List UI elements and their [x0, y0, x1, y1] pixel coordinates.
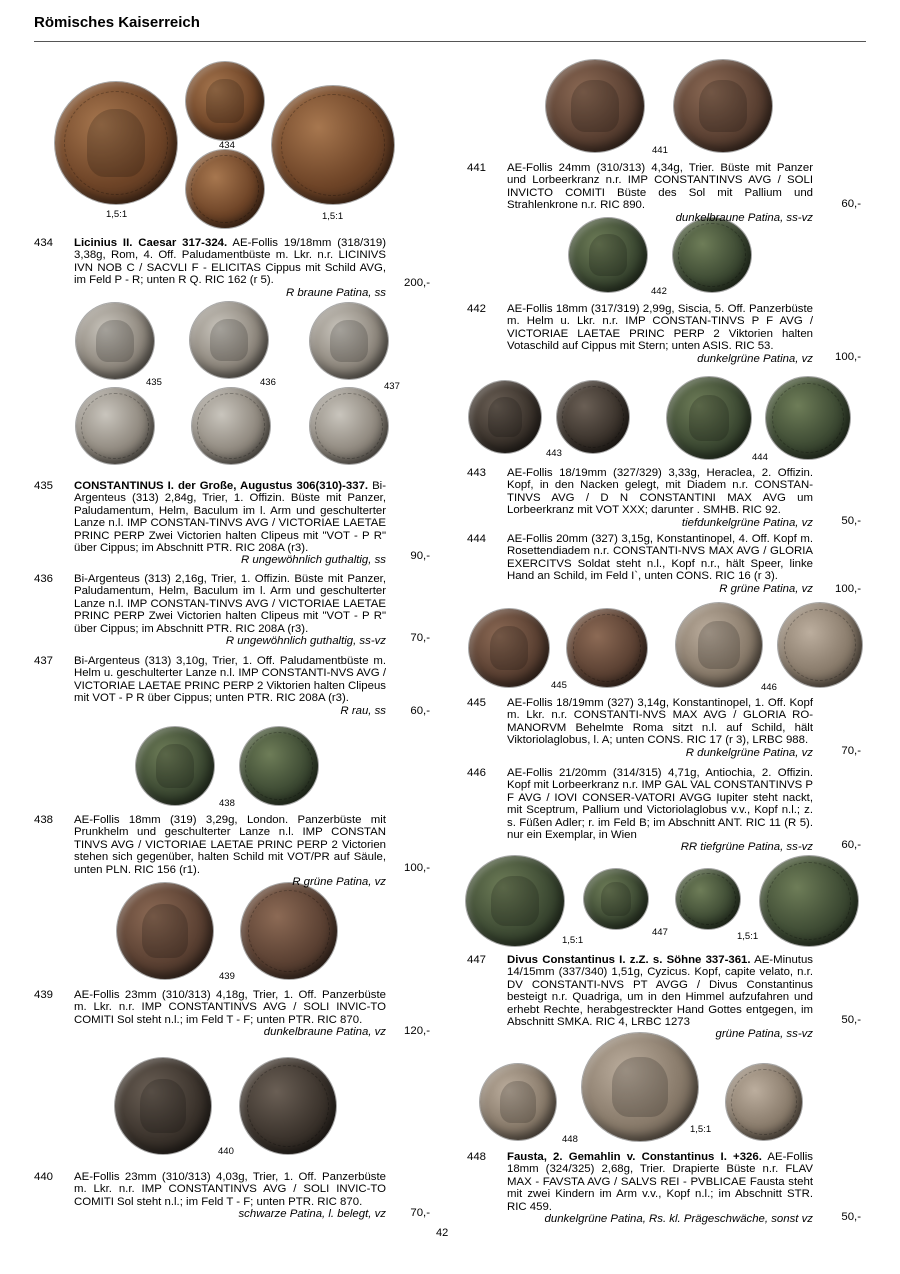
coin-image-447-obverse [466, 856, 564, 946]
coin-image-438-reverse [240, 727, 318, 805]
lot-description: Bi-Argenteus (313) 3,10g, Trier, 1. Off. Paludamentbüste m. Helm u. geschulterter Lanze n.l. IMP CONSTANTI-NVS AVG / VICTORIAE LAETAE PRINC PERP 2 Viktorien halten Clipeus mit VOT - P R über Cippus; unten PTR. RIC 208A (r3). [74, 655, 386, 705]
lot-entry-441 [467, 162, 861, 224]
header-rule [34, 41, 866, 42]
coin-image-444-reverse [766, 377, 850, 459]
scale-label: 1,5:1 [562, 935, 584, 946]
lot-description: Bi-Argenteus (313) 2,84g, Trier, 1. Offizin. Büste mit Panzer, Paludamentum, Helm, Baculum im l. Arm und geschulterter Lanze n.l. IMP CONSTAN-TINVS AVG / VICTORIAE LAETAE PRINC PERP Zwei Victorien halten Clipeus mit "VOT - P R" über Cippus; im Abschnitt PTR. RIC 208A (r3). [74, 480, 387, 555]
lot-description: AE-Follis 23mm (310/313) 4,18g, Trier, 1. Off. Panzerbüste m. Lkr. n.r. IMP CONSTANTINVS AVG / SOLI INVIC-TO COMITI Sol steht n.l.; im Feld T - F; unten PTR. RIC 870. [74, 989, 386, 1026]
lot-entry-436 [34, 573, 430, 649]
lot-price: 120,- [404, 1024, 430, 1037]
lot-price: 70,- [410, 631, 430, 644]
lot-condition: schwarze Patina, l. belegt, vz [238, 1208, 386, 1221]
lot-entry-448 [467, 1151, 861, 1227]
page-number: 42 [436, 1227, 449, 1239]
lot-entry-447 [467, 954, 861, 1041]
lot-number: 435 [34, 480, 54, 492]
coin-image-444-obverse [667, 377, 751, 459]
coin-image-434-reverse-small [186, 150, 264, 228]
lot-condition: dunkelbraune Patina, vz [263, 1026, 386, 1039]
coin-label-446: 446 [761, 682, 777, 693]
lot-description: AE-Follis 18/19mm (327/329) 3,33g, Heraclea, 2. Offizin. Kopf, in den Nacken gelegt, mit Diadem n.r. CONSTAN-TINVS AVG / D N CONSTANTINI MAX AVG um Lorbeerkranz mit VOT XXX; darunter . SMHB. RIC 92. [507, 467, 813, 517]
coin-image-441-obverse [546, 60, 644, 152]
lot-ruler-title: CONSTANTINUS I. der Große, Augustus 306(310)-337. [74, 480, 369, 492]
lot-description: Bi-Argenteus (313) 2,16g, Trier, 1. Offizin. Büste mit Panzer, Paludamentum, Helm, Baculum im l. Arm und geschulterter Lanze n.l. IMP CONSTAN-TINVS AVG / VICTORIAE LAETAE PRINC PERP Zwei Victorien halten Clipeus mit "VOT - P R" über Cippus; im Abschnitt PTR. RIC 208A (r3). [74, 573, 386, 635]
coin-label-439: 439 [219, 971, 235, 982]
lot-price: 60,- [841, 838, 861, 851]
lot-entry-445 [467, 697, 861, 761]
lot-description: AE-Follis 23mm (310/313) 4,03g, Trier, 1. Off. Panzerbüste m. Lkr. n.r. IMP CONSTANTINVS AVG / SOLI INVIC-TO COMITI Sol steht n.l.; im Feld T - F; unten PTR. RIC 870. [74, 1171, 386, 1208]
lot-entry-435 [34, 480, 430, 568]
lot-condition: dunkelbraune Patina, ss-vz [675, 211, 813, 224]
scale-label: 1,5:1 [737, 931, 759, 942]
lot-price: 200,- [404, 276, 430, 289]
coin-image-442-reverse [673, 218, 751, 292]
lot-number: 438 [34, 814, 54, 826]
coin-label-445: 445 [551, 680, 567, 691]
coin-image-447-obverse-small [584, 869, 648, 929]
lot-price: 70,- [841, 744, 861, 757]
lot-price: 50,- [841, 514, 861, 527]
coin-label-435: 435 [146, 377, 162, 388]
lot-number: 440 [34, 1171, 54, 1183]
coin-image-447-reverse-small [676, 869, 740, 929]
coin-image-435-obverse [76, 303, 154, 379]
lot-number: 448 [467, 1151, 487, 1163]
coin-image-438-obverse [136, 727, 214, 805]
coin-image-437-reverse [310, 388, 388, 464]
coin-image-445-reverse [567, 609, 647, 687]
lot-entry-437 [34, 655, 430, 719]
coin-image-443-obverse [469, 381, 541, 453]
lot-number: 437 [34, 655, 54, 667]
lot-entry-434 [34, 237, 430, 299]
lot-condition: tiefdunkelgrüne Patina, vz [681, 516, 813, 529]
coin-label-434: 434 [219, 140, 235, 151]
lot-price: 90,- [410, 549, 430, 562]
lot-description: AE-Follis 18/19mm (327) 3,14g, Konstantinopel, 1. Off. Kopf m. Lkr. n.r. CONSTANTI-NVS MAX AVG / GLORIA RO-MANORVM Behelmte Roma sitzt n.l. auf Schild, hält Viktoriolaglobus, l. A; unten CONS. RIC 17 (r 3), LRBC 988. [507, 697, 813, 747]
lot-number: 436 [34, 573, 54, 585]
coin-image-448-reverse-small [726, 1064, 802, 1140]
coin-label-444: 444 [752, 452, 768, 463]
lot-entry-438 [34, 814, 430, 889]
lot-description: AE-Follis 20mm (327) 3,15g, Konstantinopel, 4. Off. Kopf m. Rosettendiadem n.r. CONSTANTI-NVS MAX AVG / GLORIA EXERCITVS Soldat steht n.l., Kopf n.r., hält Speer, linke Hand an Schild, im Feld I`, unten CONS. RIC 16 (r 3). [507, 533, 813, 583]
lot-number: 443 [467, 467, 487, 479]
coin-image-436-obverse [190, 302, 268, 378]
coin-image-447-reverse [760, 856, 858, 946]
coin-label-440: 440 [218, 1146, 234, 1157]
lot-price: 50,- [841, 1210, 861, 1223]
lot-number: 434 [34, 237, 54, 249]
lot-condition: R grüne Patina, vz [719, 582, 813, 595]
lot-description: AE-Minutus 14/15mm (337/340) 1,51g, Cyzicus. Kopf, capite velato, n.r. DV CONSTANTI-NVS PT AVGG / Divus Constantinus besteigt n.r. Quadriga, um in den Himmel aufzufahren und erhebt Rechte, herabgestreckter Hand Gottes entgegen, im Abschnitt SMKA. RIC 4, LRBC 1273 [507, 954, 813, 1029]
coin-image-439-obverse [117, 883, 213, 979]
coin-image-439-reverse [241, 883, 337, 979]
coin-label-437: 437 [384, 381, 400, 392]
coin-image-434-obverse-small [186, 62, 264, 140]
lot-description: AE-Follis 18mm (324/325) 2,68g, Trier. Drapierte Büste n.r. FLAV MAX - FAVSTA AVG / SALVS REI - PVBLICAE Fausta steht mit zwei Kindern im Arm v.v., Kopf n.l.; im Abschnitt STR. RIC 459. [507, 1151, 813, 1213]
lot-price: 70,- [410, 1206, 430, 1219]
lot-price: 50,- [841, 1013, 861, 1026]
lot-entry-442 [467, 303, 861, 365]
lot-ruler-title: Licinius II. Caesar 317-324. [74, 237, 228, 249]
coin-label-436: 436 [260, 377, 276, 388]
coin-image-437-obverse [310, 303, 388, 379]
page-header-title: Römisches Kaiserreich [34, 14, 200, 31]
lot-entry-443 [467, 467, 861, 531]
coin-image-442-obverse [569, 218, 647, 292]
lot-number: 447 [467, 954, 487, 966]
scale-label: 1,5:1 [690, 1124, 712, 1135]
lot-price: 100,- [404, 861, 430, 874]
lot-ruler-title: Fausta, 2. Gemahlin v. Constantinus I. +326. [507, 1151, 762, 1163]
lot-price: 60,- [410, 704, 430, 717]
lot-description: AE-Follis 18mm (319) 3,29g, London. Panzerbüste mit Prunkhelm und geschulterter Lanze n.l. IMP CONSTAN TINVS AVG / VICTORIAE LAETAE PRINC PERP 2 Victorien stehen sich gegenüber, halten Schild mit VOT/PR auf Säule, unten PLN. RIC 156 (r1). [74, 814, 386, 876]
coin-label-442: 442 [651, 286, 667, 297]
coin-image-448-obverse-small [480, 1064, 556, 1140]
lot-condition: dunkelgrüne Patina, vz [697, 352, 813, 365]
scale-label: 1,5:1 [322, 211, 344, 222]
coin-image-436-reverse [192, 388, 270, 464]
lot-description: AE-Follis 18mm (317/319) 2,99g, Siscia, 5. Off. Panzerbüste m. Helm u. Lkr. n.r. IMP CONSTAN-TINVS P F AVG / VICTORIAE LAETAE PRINC PERP 2 Viktorien halten Votaschild auf Cippus mit Stern; unten ASIS. RIC 53. [507, 303, 813, 353]
lot-price: 100,- [835, 582, 861, 595]
lot-number: 444 [467, 533, 487, 545]
coin-image-445-obverse [469, 609, 549, 687]
lot-condition: dunkelgrüne Patina, Rs. kl. Prägeschwäche, sonst vz [544, 1213, 813, 1226]
coin-label-448: 448 [562, 1134, 578, 1145]
lot-condition: R ungewöhnlich guthaltig, ss-vz [225, 635, 386, 648]
scale-label: 1,5:1 [106, 209, 128, 220]
lot-condition: RR tiefgrüne Patina, ss-vz [680, 841, 813, 854]
lot-ruler-title: Divus Constantinus I. z.Z. s. Söhne 337-361. [507, 954, 751, 966]
coin-label-438: 438 [219, 798, 235, 809]
lot-description: AE-Follis 19/18mm (318/319) 3,38g, Rom, 4. Off. Paludamentbüste m. Lkr. n.r. LICINIVS IVN NOB C / SACVLI F - ELICITAS Cippus mit Schild AVG, im Feld P - R; unten R Q. RIC 162 (r 5). [74, 237, 386, 287]
coin-image-435-reverse [76, 388, 154, 464]
coin-image-440-obverse [115, 1058, 211, 1154]
coin-image-441-reverse [674, 60, 772, 152]
lot-entry-446 [467, 767, 861, 855]
lot-entry-444 [467, 533, 861, 599]
lot-condition: R grüne Patina, vz [292, 876, 386, 889]
coin-image-434-reverse [272, 86, 394, 204]
coin-image-440-reverse [240, 1058, 336, 1154]
coin-label-447: 447 [652, 927, 668, 938]
coin-image-446-reverse [778, 603, 862, 687]
lot-price: 60,- [841, 197, 861, 210]
coin-label-441: 441 [652, 145, 668, 156]
coin-image-448-obverse [582, 1033, 698, 1141]
lot-number: 439 [34, 989, 54, 1001]
lot-number: 446 [467, 767, 487, 779]
coin-label-443: 443 [546, 448, 562, 459]
coin-image-443-reverse [557, 381, 629, 453]
lot-entry-440 [34, 1171, 430, 1221]
lot-condition: R ungewöhnlich guthaltig, ss [240, 554, 386, 567]
lot-condition: grüne Patina, ss-vz [715, 1028, 813, 1041]
coin-image-434-obverse [55, 82, 177, 204]
lot-description: AE-Follis 21/20mm (314/315) 4,71g, Antiochia, 2. Offizin. Kopf mit Lorbeerkranz n.r. IMP GAL VAL CONSTANTINVS P F AVG / IOVI CONSER-VATORI AVGG Iupiter steht nackt, mit Sceptrum, Pallium und Victoriolaglobus v.v., Kopf n.l.; z. s. Füßen Adler; r. im Feld B; im Abschnitt ANT. RIC 11 (R 5). nur ein Exemplar, in Wien [507, 767, 813, 842]
lot-condition: R rau, ss [340, 704, 386, 717]
coin-image-446-obverse [676, 603, 762, 687]
lot-number: 445 [467, 697, 487, 709]
lot-entry-439 [34, 989, 430, 1039]
lot-number: 442 [467, 303, 487, 315]
lot-price: 100,- [835, 350, 861, 363]
lot-number: 441 [467, 162, 487, 174]
lot-description: AE-Follis 24mm (310/313) 4,34g, Trier. Büste mit Panzer und Lorbeerkranz n.r. IMP CONSTANTINVS AVG / SOLI INVICTO COMITI Büste des Sol mit Pallium und Strahlenkrone n.r. RIC 890. [507, 162, 813, 212]
lot-condition: R dunkelgrüne Patina, vz [685, 746, 813, 759]
lot-condition: R braune Patina, ss [285, 286, 386, 299]
